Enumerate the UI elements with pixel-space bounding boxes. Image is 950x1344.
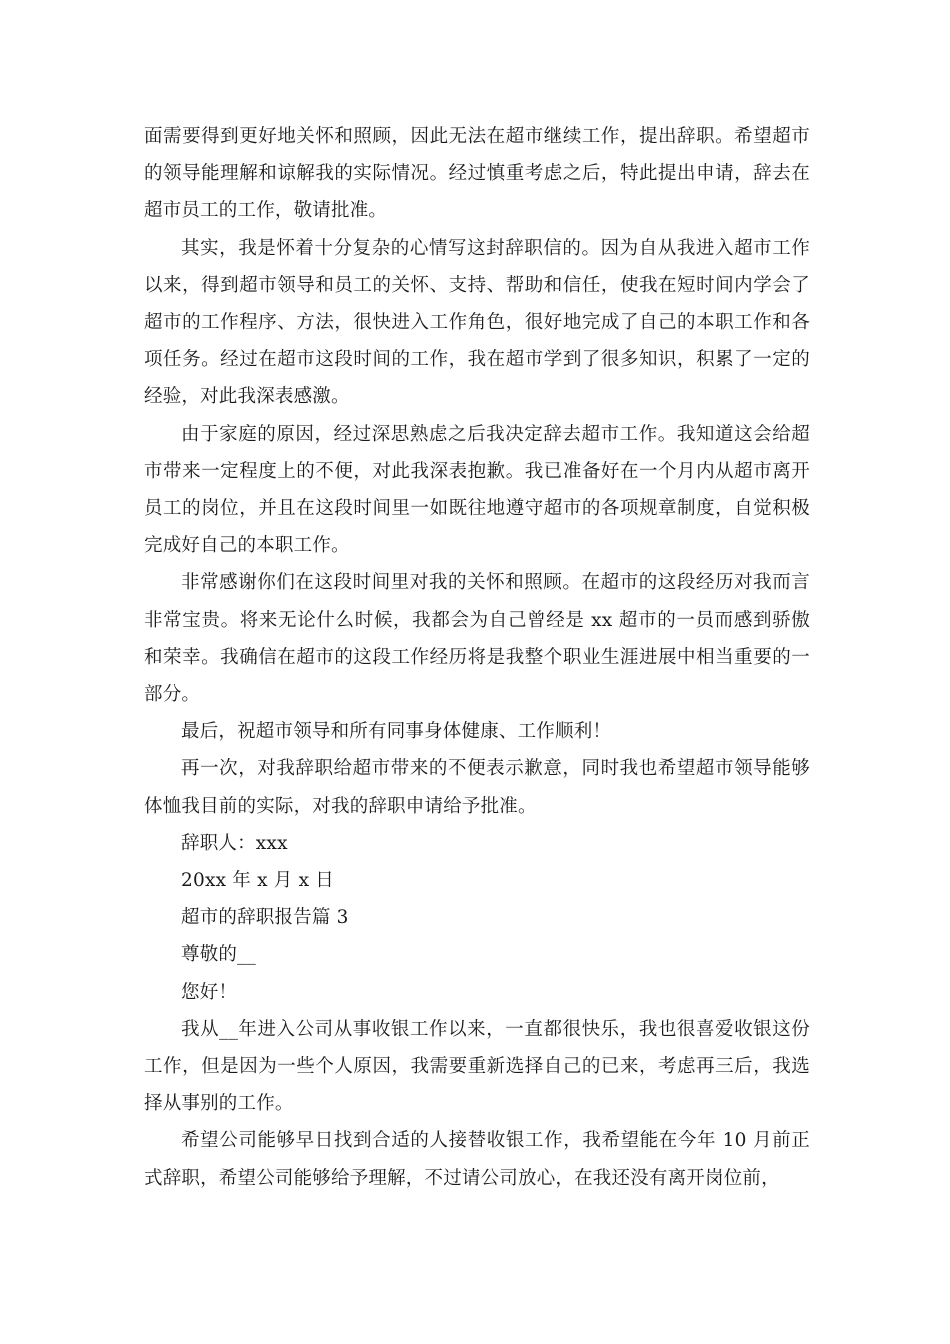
date-line: 20xx 年 x 月 x 日 bbox=[181, 870, 334, 892]
salutation: 尊敬的__ bbox=[181, 944, 257, 966]
paragraph: 面需要得到更好地关怀和照顾，因此无法在超市继续工作，提出辞职。希望超市的领导能理解和谅解我的实际情况。经过慎重考虑之后，特此提出申请，辞去在超市员工的工作，敬请批准。 bbox=[144, 126, 810, 222]
paragraph: 由于家庭的原因，经过深思熟虑之后我决定辞去超市工作。我知道这会给超市带来一定程度上的不便，对此我深表抱歉。我已准备好在一个月内从超市离开员工的岗位，并且在这段时间里一如既往地遵守超市的各项规章制度，自觉积极完成好自己的本职工作。 bbox=[144, 423, 810, 557]
paragraph: 再一次，对我辞职给超市带来的不便表示歉意，同时我也希望超市领导能够体恤我目前的实际，对我的辞职申请给予批准。 bbox=[144, 758, 810, 817]
paragraph: 最后，祝超市领导和所有同事身体健康、工作顺利！ bbox=[181, 721, 612, 743]
paragraph: 我从__年进入公司从事收银工作以来，一直都很快乐，我也很喜爱收银这份工作，但是因为一些个人原因，我需要重新选择自己的已来，考虑再三后，我选择从事别的工作。 bbox=[144, 1018, 810, 1115]
signature-line: 辞职人：xxx bbox=[181, 832, 288, 854]
paragraph: 希望公司能够早日找到合适的人接替收银工作，我希望能在今年 10 月前正式辞职，希望公司能够给予理解，不过请公司放心，在我还没有离开岗位前， bbox=[144, 1130, 810, 1189]
paragraph: 其实，我是怀着十分复杂的心情写这封辞职信的。因为自从我进入超市工作以来，得到超市领导和员工的关怀、支持、帮助和信任，使我在短时间内学会了超市的工作程序、方法，很快进入工作角色，很好地完成了自己的本职工作和各项任务。经过在超市这段时间的工作，我在超市学到了很多知识，积累了一定的经验，对此我深表感激。 bbox=[144, 237, 810, 408]
section-heading: 超市的辞职报告篇 3 bbox=[181, 907, 349, 929]
paragraph: 非常感谢你们在这段时间里对我的关怀和照顾。在超市的这段经历对我而言非常宝贵。将来无论什么时候，我都会为自己曾经是 xx 超市的一员而感到骄傲和荣幸。我确信在超市的这段工作经历将是我整个职业生涯进展中相当重要的一部分。 bbox=[144, 572, 810, 706]
greeting: 您好！ bbox=[181, 981, 238, 1003]
document-body bbox=[144, 118, 810, 1197]
